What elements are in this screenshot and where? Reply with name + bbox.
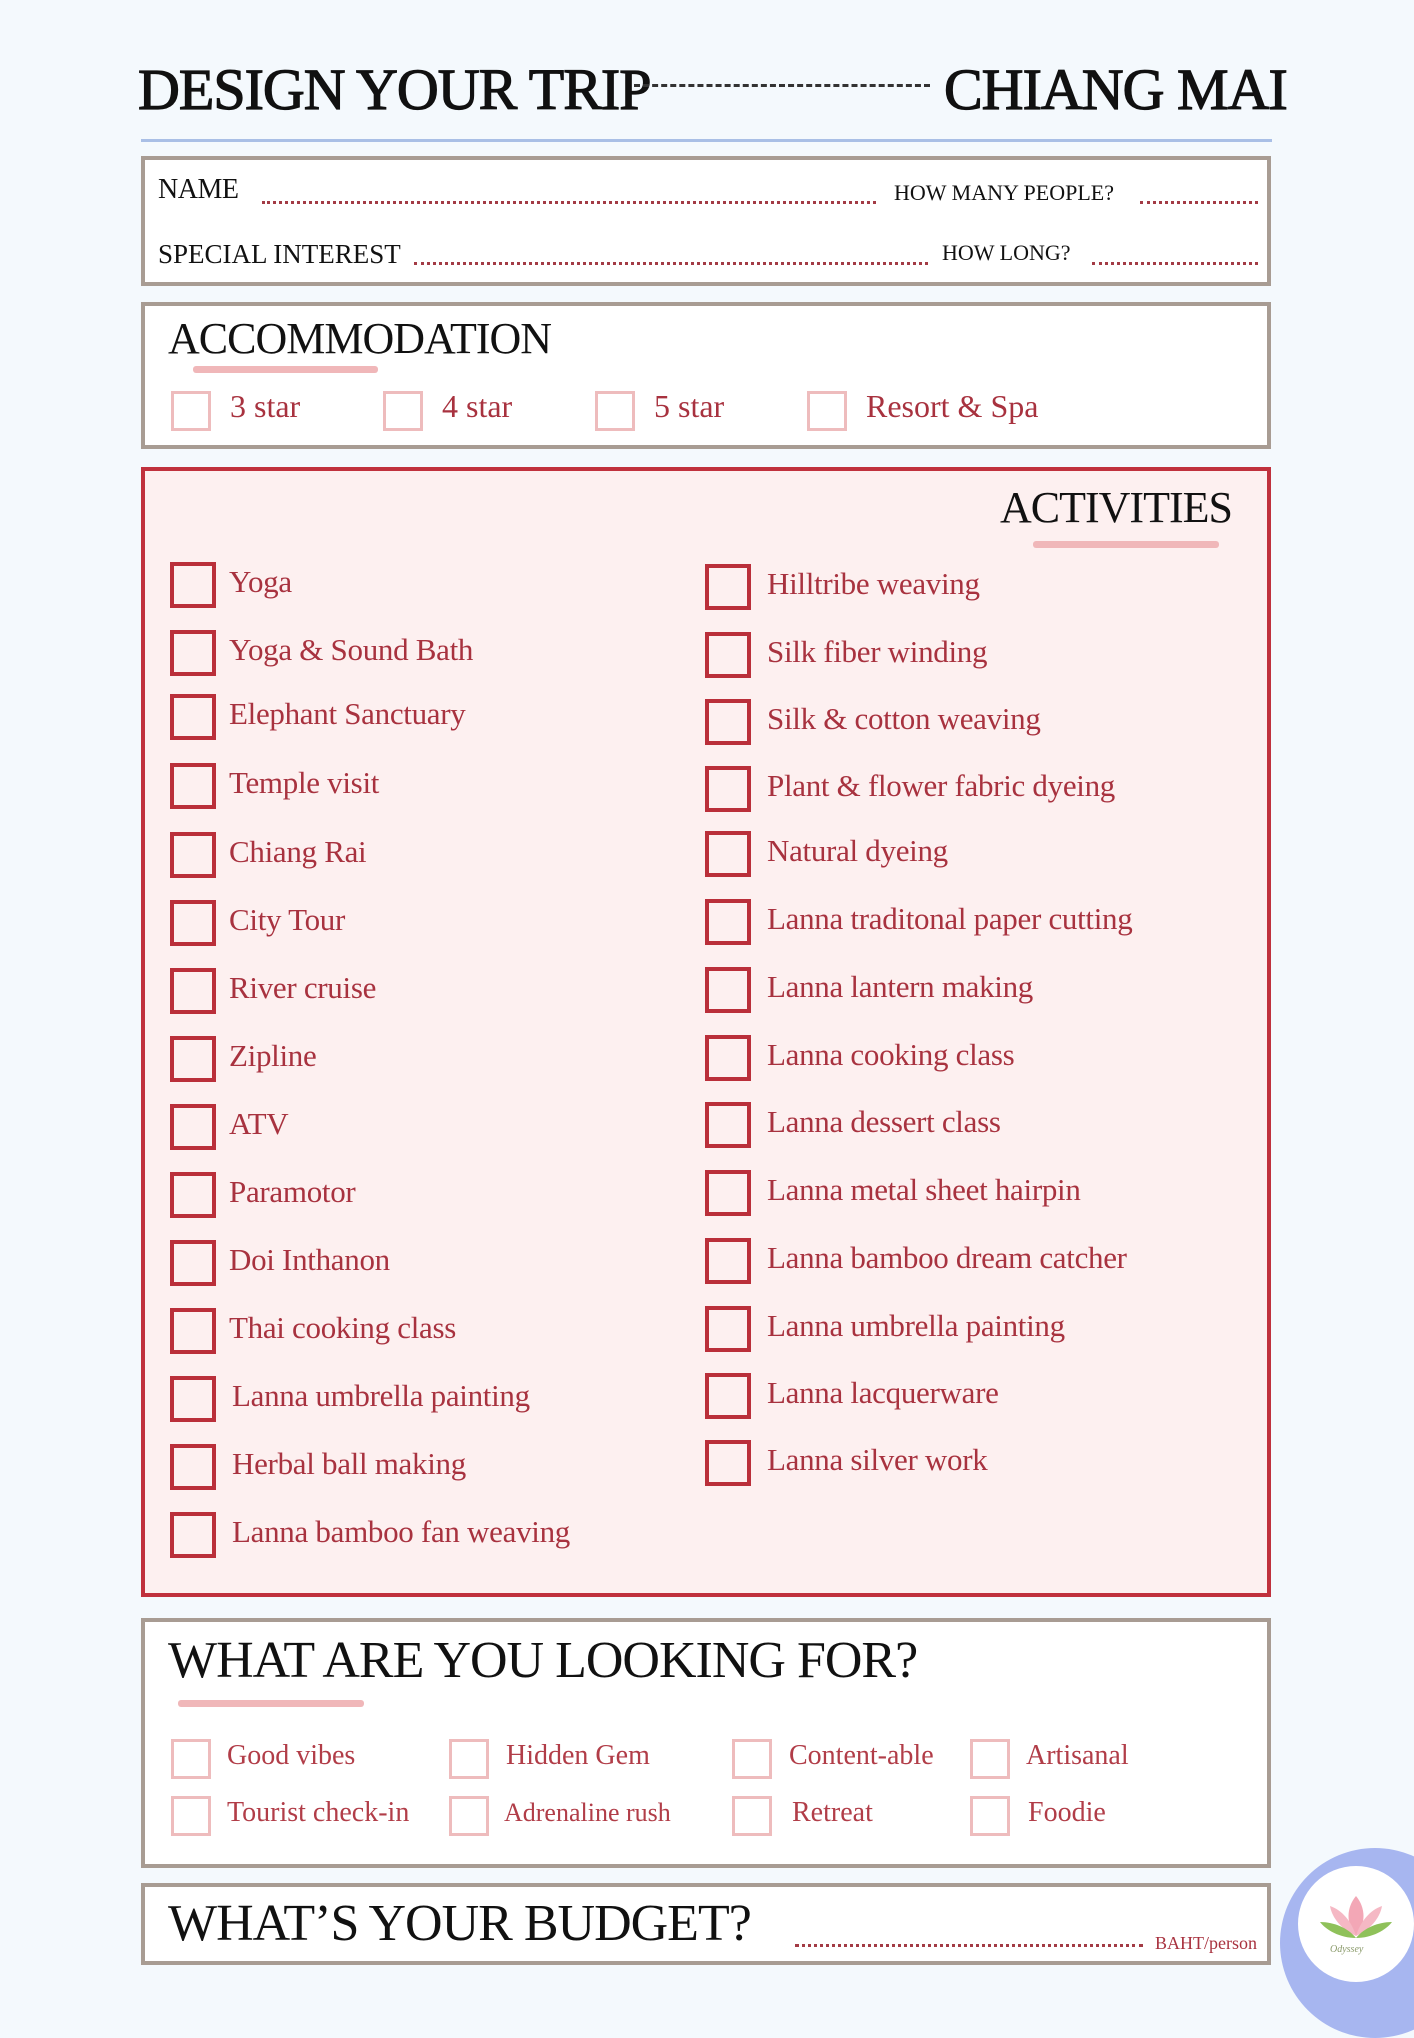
activity-label: Silk fiber winding bbox=[767, 634, 988, 669]
checkbox-resort-spa[interactable] bbox=[807, 391, 847, 431]
activity-label: Natural dyeing bbox=[767, 833, 948, 868]
activity-label: Thai cooking class bbox=[229, 1310, 457, 1345]
header-rule bbox=[141, 139, 1272, 142]
activity-label: Lanna lacquerware bbox=[767, 1375, 999, 1410]
activity-label: Lanna umbrella painting bbox=[767, 1308, 1065, 1343]
logo-inner bbox=[1298, 1866, 1414, 1982]
accommodation-title: ACCOMMODATION bbox=[168, 314, 552, 363]
activity-checkbox[interactable] bbox=[170, 1104, 216, 1150]
looking-for-label: Content-able bbox=[789, 1740, 934, 1771]
option-5-star: 5 star bbox=[654, 388, 725, 424]
activity-checkbox[interactable] bbox=[170, 900, 216, 946]
looking-for-checkbox[interactable] bbox=[171, 1739, 211, 1779]
logo-text: Odyssey bbox=[1330, 1944, 1364, 1955]
looking-for-checkbox[interactable] bbox=[449, 1739, 489, 1779]
activity-checkbox[interactable] bbox=[170, 1172, 216, 1218]
option-3-star: 3 star bbox=[230, 388, 301, 424]
activity-label: Lanna bamboo fan weaving bbox=[232, 1514, 570, 1549]
destination-title: CHIANG MAI bbox=[944, 57, 1287, 122]
activity-checkbox[interactable] bbox=[705, 766, 751, 812]
activity-checkbox[interactable] bbox=[705, 564, 751, 610]
activity-label: Lanna dessert class bbox=[767, 1104, 1001, 1139]
activity-checkbox[interactable] bbox=[705, 1440, 751, 1486]
activity-checkbox[interactable] bbox=[170, 630, 216, 676]
activity-checkbox[interactable] bbox=[170, 1240, 216, 1286]
budget-title: WHAT’S YOUR BUDGET? bbox=[168, 1895, 751, 1952]
looking-for-label: Tourist check-in bbox=[227, 1797, 410, 1828]
activity-label: Lanna lantern making bbox=[767, 969, 1034, 1004]
activity-label: Paramotor bbox=[229, 1174, 356, 1209]
activity-label: Doi Inthanon bbox=[229, 1242, 390, 1277]
activity-checkbox[interactable] bbox=[705, 1238, 751, 1284]
activity-label: Lanna bamboo dream catcher bbox=[767, 1240, 1127, 1275]
activity-label: City Tour bbox=[229, 902, 345, 937]
duration-field[interactable] bbox=[1092, 262, 1258, 265]
looking-for-label: Foodie bbox=[1028, 1797, 1106, 1828]
activity-label: Lanna silver work bbox=[767, 1442, 988, 1477]
activity-checkbox[interactable] bbox=[170, 832, 216, 878]
looking-for-checkbox[interactable] bbox=[970, 1739, 1010, 1779]
looking-for-checkbox[interactable] bbox=[732, 1796, 772, 1836]
looking-for-label: Good vibes bbox=[227, 1740, 356, 1771]
activity-checkbox[interactable] bbox=[170, 1376, 216, 1422]
duration-label: HOW LONG? bbox=[942, 240, 1071, 265]
activity-checkbox[interactable] bbox=[170, 1444, 216, 1490]
looking-for-label: Adrenaline rush bbox=[504, 1798, 671, 1827]
looking-for-checkbox[interactable] bbox=[970, 1796, 1010, 1836]
activity-label: Herbal ball making bbox=[232, 1446, 466, 1481]
activity-label: Lanna metal sheet hairpin bbox=[767, 1172, 1081, 1207]
budget-field[interactable] bbox=[795, 1944, 1143, 1947]
people-field[interactable] bbox=[1140, 201, 1258, 204]
activity-checkbox[interactable] bbox=[170, 694, 216, 740]
checkbox-3-star[interactable] bbox=[171, 391, 211, 431]
activity-checkbox[interactable] bbox=[705, 1035, 751, 1081]
lotus-icon bbox=[1298, 1866, 1414, 1982]
people-label: HOW MANY PEOPLE? bbox=[894, 180, 1114, 205]
option-4-star: 4 star bbox=[442, 388, 513, 424]
activity-label: Zipline bbox=[229, 1038, 317, 1073]
activity-label: Lanna cooking class bbox=[767, 1037, 1015, 1072]
activity-checkbox[interactable] bbox=[705, 831, 751, 877]
activity-label: Lanna traditonal paper cutting bbox=[767, 901, 1133, 936]
looking-for-label: Artisanal bbox=[1026, 1740, 1129, 1771]
activity-checkbox[interactable] bbox=[705, 699, 751, 745]
activity-label: River cruise bbox=[229, 970, 377, 1005]
activity-checkbox[interactable] bbox=[705, 632, 751, 678]
activity-label: Yoga & Sound Bath bbox=[229, 632, 474, 667]
activity-label: Chiang Rai bbox=[229, 834, 367, 869]
accommodation-underline bbox=[193, 366, 378, 373]
activities-title: ACTIVITIES bbox=[1000, 483, 1232, 532]
looking-for-label: Retreat bbox=[792, 1797, 873, 1828]
activity-checkbox[interactable] bbox=[705, 1102, 751, 1148]
activity-label: Hilltribe weaving bbox=[767, 566, 980, 601]
activity-checkbox[interactable] bbox=[705, 967, 751, 1013]
activity-label: Elephant Sanctuary bbox=[229, 696, 466, 731]
page-title: DESIGN YOUR TRIP bbox=[138, 57, 651, 122]
activity-checkbox[interactable] bbox=[705, 1373, 751, 1419]
looking-for-label: Hidden Gem bbox=[506, 1740, 650, 1771]
activity-checkbox[interactable] bbox=[705, 899, 751, 945]
activity-checkbox[interactable] bbox=[170, 1512, 216, 1558]
option-resort-spa: Resort & Spa bbox=[866, 388, 1039, 424]
activity-checkbox[interactable] bbox=[705, 1306, 751, 1352]
activity-checkbox[interactable] bbox=[705, 1170, 751, 1216]
activity-checkbox[interactable] bbox=[170, 1308, 216, 1354]
activity-checkbox[interactable] bbox=[170, 1036, 216, 1082]
activity-label: Silk & cotton weaving bbox=[767, 701, 1041, 736]
activity-label: Plant & flower fabric dyeing bbox=[767, 768, 1115, 803]
checkbox-5-star[interactable] bbox=[595, 391, 635, 431]
activity-label: ATV bbox=[229, 1106, 289, 1141]
looking-for-checkbox[interactable] bbox=[732, 1739, 772, 1779]
budget-unit: BAHT/person bbox=[1155, 1933, 1257, 1953]
name-field[interactable] bbox=[262, 201, 876, 204]
special-interest-field[interactable] bbox=[414, 262, 928, 265]
special-interest-label: SPECIAL INTEREST bbox=[158, 239, 401, 269]
title-divider bbox=[634, 84, 930, 87]
name-label: NAME bbox=[158, 174, 239, 205]
activities-underline bbox=[1033, 541, 1219, 548]
activity-checkbox[interactable] bbox=[170, 763, 216, 809]
looking-for-checkbox[interactable] bbox=[171, 1796, 211, 1836]
looking-for-underline bbox=[178, 1700, 364, 1707]
looking-for-checkbox[interactable] bbox=[449, 1796, 489, 1836]
looking-for-title: WHAT ARE YOU LOOKING FOR? bbox=[168, 1632, 918, 1689]
activity-label: Lanna umbrella painting bbox=[232, 1378, 530, 1413]
checkbox-4-star[interactable] bbox=[383, 391, 423, 431]
activity-label: Yoga bbox=[229, 564, 292, 599]
activity-checkbox[interactable] bbox=[170, 968, 216, 1014]
activity-label: Temple visit bbox=[229, 765, 380, 800]
activity-checkbox[interactable] bbox=[170, 562, 216, 608]
